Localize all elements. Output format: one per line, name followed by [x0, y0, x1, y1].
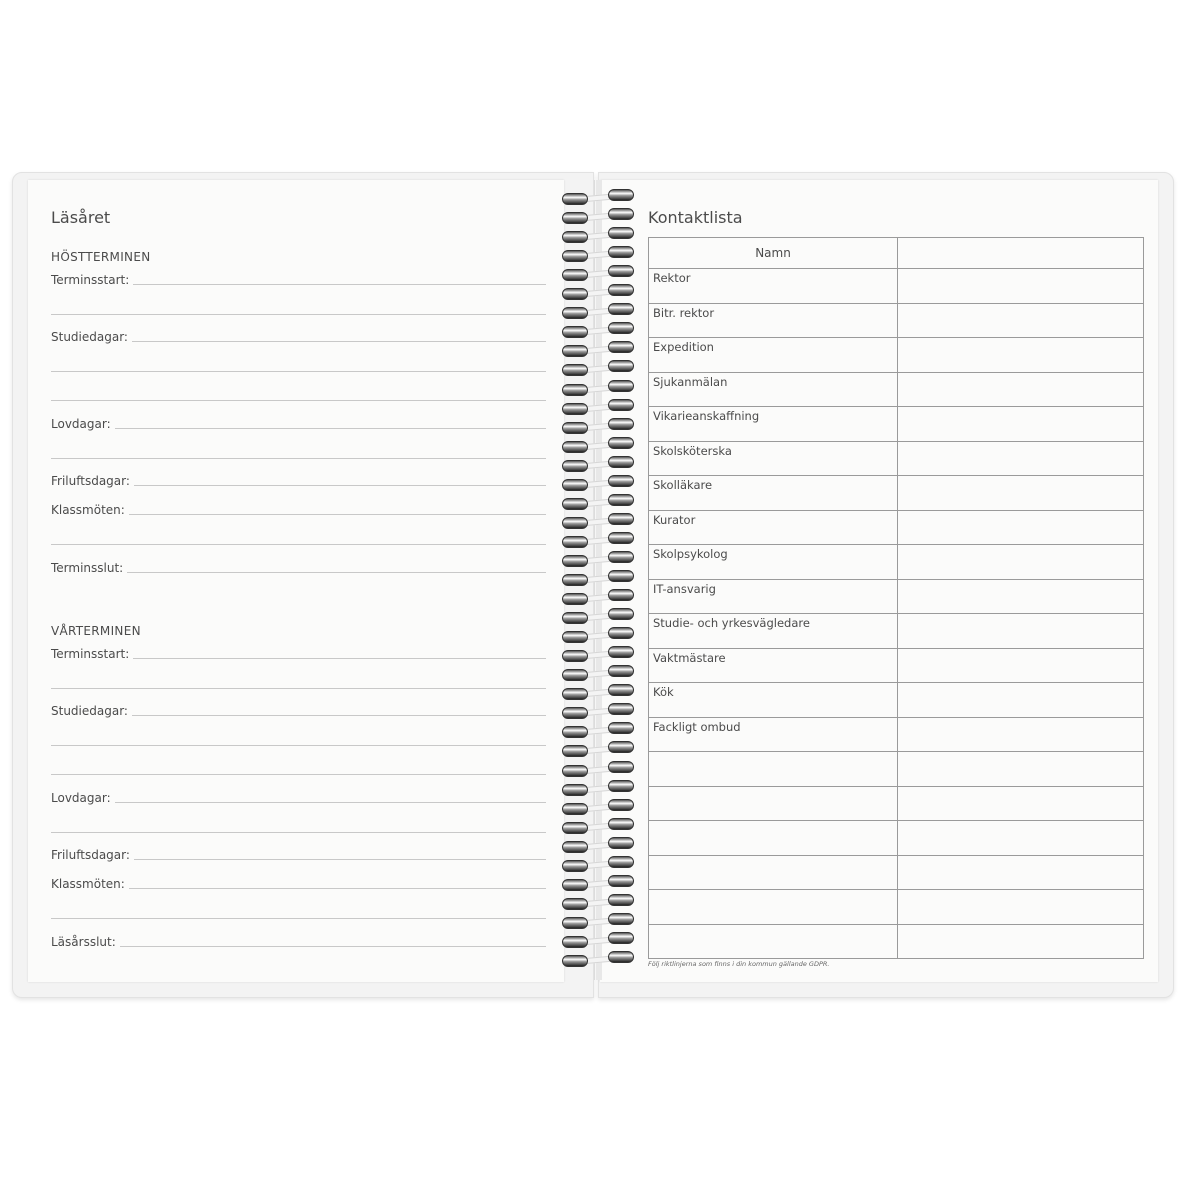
writing-line[interactable] [129, 888, 546, 889]
role-cell[interactable] [649, 579, 898, 614]
spiral-loop [562, 249, 634, 261]
page-title-kontaktlista: Kontaktlista [648, 208, 743, 227]
field-spring-4[interactable] [51, 875, 546, 891]
field-label: Lovdagar: [51, 416, 111, 431]
table-row [649, 269, 1144, 304]
writing-line[interactable] [51, 745, 546, 746]
spiral-loop [562, 687, 634, 699]
role-cell[interactable] [649, 821, 898, 856]
spiral-loop [562, 306, 634, 318]
field-label: Studiedagar: [51, 330, 128, 345]
contact-cell[interactable] [898, 407, 1144, 442]
role-cell[interactable] [649, 924, 898, 959]
contact-cell[interactable] [898, 855, 1144, 890]
field-label: Friluftsdagar: [51, 474, 130, 489]
table-row [649, 614, 1144, 649]
contact-cell[interactable] [898, 338, 1144, 373]
writing-line[interactable] [132, 341, 546, 342]
field-autumn-3[interactable] [51, 472, 546, 488]
role-label [649, 752, 897, 754]
writing-line[interactable] [134, 485, 546, 486]
role-label: Skolsköterska [653, 443, 732, 458]
spiral-loop [562, 554, 634, 566]
spiral-loop [562, 764, 634, 776]
table-row [649, 338, 1144, 373]
table-row [649, 407, 1144, 442]
spiral-loop [562, 363, 634, 375]
spiral-loop [562, 192, 634, 204]
table-row [649, 752, 1144, 787]
role-cell[interactable] [649, 510, 898, 545]
spiral-loop [562, 935, 634, 947]
role-cell[interactable] [649, 614, 898, 649]
contact-cell[interactable] [898, 648, 1144, 683]
role-label: Kurator [653, 512, 696, 527]
page-title-lasaret: Läsåret [51, 208, 111, 227]
contact-cell[interactable] [898, 476, 1144, 511]
role-cell[interactable] [649, 648, 898, 683]
table-row [649, 786, 1144, 821]
spiral-loop [562, 783, 634, 795]
field-label: Studiedagar: [51, 704, 128, 719]
role-label: Sjukanmälan [653, 374, 728, 389]
table-row [649, 476, 1144, 511]
role-label [649, 856, 897, 858]
role-label: Bitr. rektor [653, 305, 715, 320]
spiral-loop [562, 630, 634, 642]
table-row [649, 372, 1144, 407]
table-row [649, 545, 1144, 580]
spiral-loop [562, 497, 634, 509]
gdpr-footnote: Följ riktlinjerna som finns i din kommun gällande GDPR. [648, 960, 830, 968]
role-cell[interactable] [649, 890, 898, 925]
role-label [649, 787, 897, 789]
field-spring-1[interactable] [51, 702, 546, 718]
role-cell[interactable] [649, 372, 898, 407]
left-page [28, 180, 564, 982]
spiral-loop [562, 287, 634, 299]
role-cell[interactable] [649, 545, 898, 580]
spiral-loop [562, 916, 634, 928]
table-row [649, 683, 1144, 718]
field-spring-5[interactable] [51, 933, 546, 949]
writing-line[interactable] [51, 544, 546, 545]
spiral-loop [562, 821, 634, 833]
role-label: Rektor [653, 271, 691, 285]
spiral-loop [562, 383, 634, 395]
writing-line[interactable] [127, 572, 546, 573]
table-row [649, 717, 1144, 752]
spiral-loop [562, 268, 634, 280]
spiral-loop [562, 878, 634, 890]
spiral-loop [562, 859, 634, 871]
contact-cell[interactable] [898, 303, 1144, 338]
writing-line[interactable] [133, 284, 546, 285]
right-page [600, 180, 1158, 982]
writing-line[interactable] [51, 371, 546, 372]
field-autumn-4[interactable] [51, 501, 546, 517]
writing-line[interactable] [129, 514, 546, 515]
contact-table [648, 237, 1144, 959]
spiral-loop [562, 535, 634, 547]
spiral-loop [562, 897, 634, 909]
field-label: Lovdagar: [51, 790, 111, 805]
contact-cell[interactable] [898, 510, 1144, 545]
spiral-loop [562, 725, 634, 737]
field-label: Terminsslut: [51, 560, 124, 575]
spiral-loop [562, 802, 634, 814]
contact-cell[interactable] [898, 545, 1144, 580]
table-row [649, 510, 1144, 545]
contact-cell[interactable] [898, 752, 1144, 787]
writing-line[interactable] [134, 859, 546, 860]
contact-cell[interactable] [898, 717, 1144, 752]
role-label [649, 925, 897, 927]
role-label: Skolpsykolog [653, 547, 728, 561]
spiral-loop [562, 402, 634, 414]
spiral-loop [562, 573, 634, 585]
role-cell[interactable] [649, 717, 898, 752]
writing-line[interactable] [51, 918, 546, 919]
contact-cell[interactable] [898, 683, 1144, 718]
role-label: Studie- och yrkesvägledare [653, 616, 810, 630]
writing-line[interactable] [51, 400, 546, 401]
role-label: Skolläkare [653, 478, 713, 492]
writing-line[interactable] [51, 832, 546, 833]
spiral-loop [562, 421, 634, 433]
spiral-loop [562, 744, 634, 756]
column-header-name: Namn [649, 238, 898, 269]
role-cell[interactable] [649, 476, 898, 511]
field-label: Klassmöten: [51, 877, 125, 892]
column-header-contact [898, 238, 1144, 269]
table-row [649, 890, 1144, 925]
spiral-binding [556, 180, 606, 980]
role-cell[interactable] [649, 441, 898, 476]
role-label: Expedition [653, 340, 714, 354]
role-label: Kök [653, 685, 674, 699]
role-cell[interactable] [649, 786, 898, 821]
contact-cell[interactable] [898, 821, 1144, 856]
spiral-loop [562, 211, 634, 223]
spiral-loop [562, 954, 634, 966]
role-label: IT-ansvarig [653, 581, 716, 596]
field-label: Läsårsslut: [51, 934, 116, 949]
role-cell[interactable] [649, 338, 898, 373]
spiral-loop [562, 344, 634, 356]
field-label: Klassmöten: [51, 503, 125, 518]
writing-line[interactable] [115, 428, 546, 429]
role-label: Vikarieanskaffning [653, 409, 760, 423]
writing-line[interactable] [132, 715, 546, 716]
spiral-loop [562, 706, 634, 718]
contact-cell[interactable] [898, 579, 1144, 614]
role-cell[interactable] [649, 752, 898, 787]
role-cell[interactable] [649, 269, 898, 304]
field-label: Terminsstart: [51, 646, 130, 661]
field-spring-2[interactable] [51, 789, 546, 805]
section-heading-spring: VÅRTERMINEN [51, 624, 141, 638]
contact-cell[interactable] [898, 441, 1144, 476]
role-label: Vaktmästare [653, 650, 726, 665]
table-row [649, 648, 1144, 683]
table-row [649, 924, 1144, 959]
role-label [649, 821, 897, 823]
writing-line[interactable] [51, 314, 546, 315]
field-spring-3[interactable] [51, 846, 546, 862]
section-heading-autumn: HÖSTTERMINEN [51, 250, 151, 264]
writing-line[interactable] [120, 946, 546, 947]
spiral-loop [562, 649, 634, 661]
spiral-loop [562, 478, 634, 490]
writing-line[interactable] [51, 458, 546, 459]
writing-line[interactable] [51, 774, 546, 775]
field-autumn-5[interactable] [51, 559, 546, 575]
spiral-loop [562, 230, 634, 242]
contact-cell[interactable] [898, 269, 1144, 304]
spiral-loop [562, 516, 634, 528]
contact-cell[interactable] [898, 786, 1144, 821]
table-row [649, 821, 1144, 856]
role-cell[interactable] [649, 855, 898, 890]
field-label: Terminsstart: [51, 272, 130, 287]
table-row [649, 855, 1144, 890]
contact-cell[interactable] [898, 924, 1144, 959]
contact-cell[interactable] [898, 890, 1144, 925]
role-cell[interactable] [649, 683, 898, 718]
spiral-loop [562, 325, 634, 337]
spiral-loop [562, 440, 634, 452]
role-cell[interactable] [649, 407, 898, 442]
role-label [649, 890, 897, 892]
spiral-loop [562, 840, 634, 852]
table-row [649, 441, 1144, 476]
field-autumn-1[interactable] [51, 328, 546, 344]
role-cell[interactable] [649, 303, 898, 338]
spiral-loop [562, 611, 634, 623]
field-label: Friluftsdagar: [51, 848, 130, 863]
contact-cell[interactable] [898, 614, 1144, 649]
table-row [649, 579, 1144, 614]
writing-line[interactable] [133, 658, 546, 659]
field-spring-0[interactable] [51, 645, 546, 661]
role-label: Fackligt ombud [653, 719, 741, 734]
writing-line[interactable] [51, 688, 546, 689]
field-autumn-2[interactable] [51, 415, 546, 431]
writing-line[interactable] [115, 802, 546, 803]
spiral-loop [562, 592, 634, 604]
spiral-loop [562, 459, 634, 471]
field-autumn-0[interactable] [51, 271, 546, 287]
table-row [649, 303, 1144, 338]
contact-cell[interactable] [898, 372, 1144, 407]
spiral-loop [562, 668, 634, 680]
